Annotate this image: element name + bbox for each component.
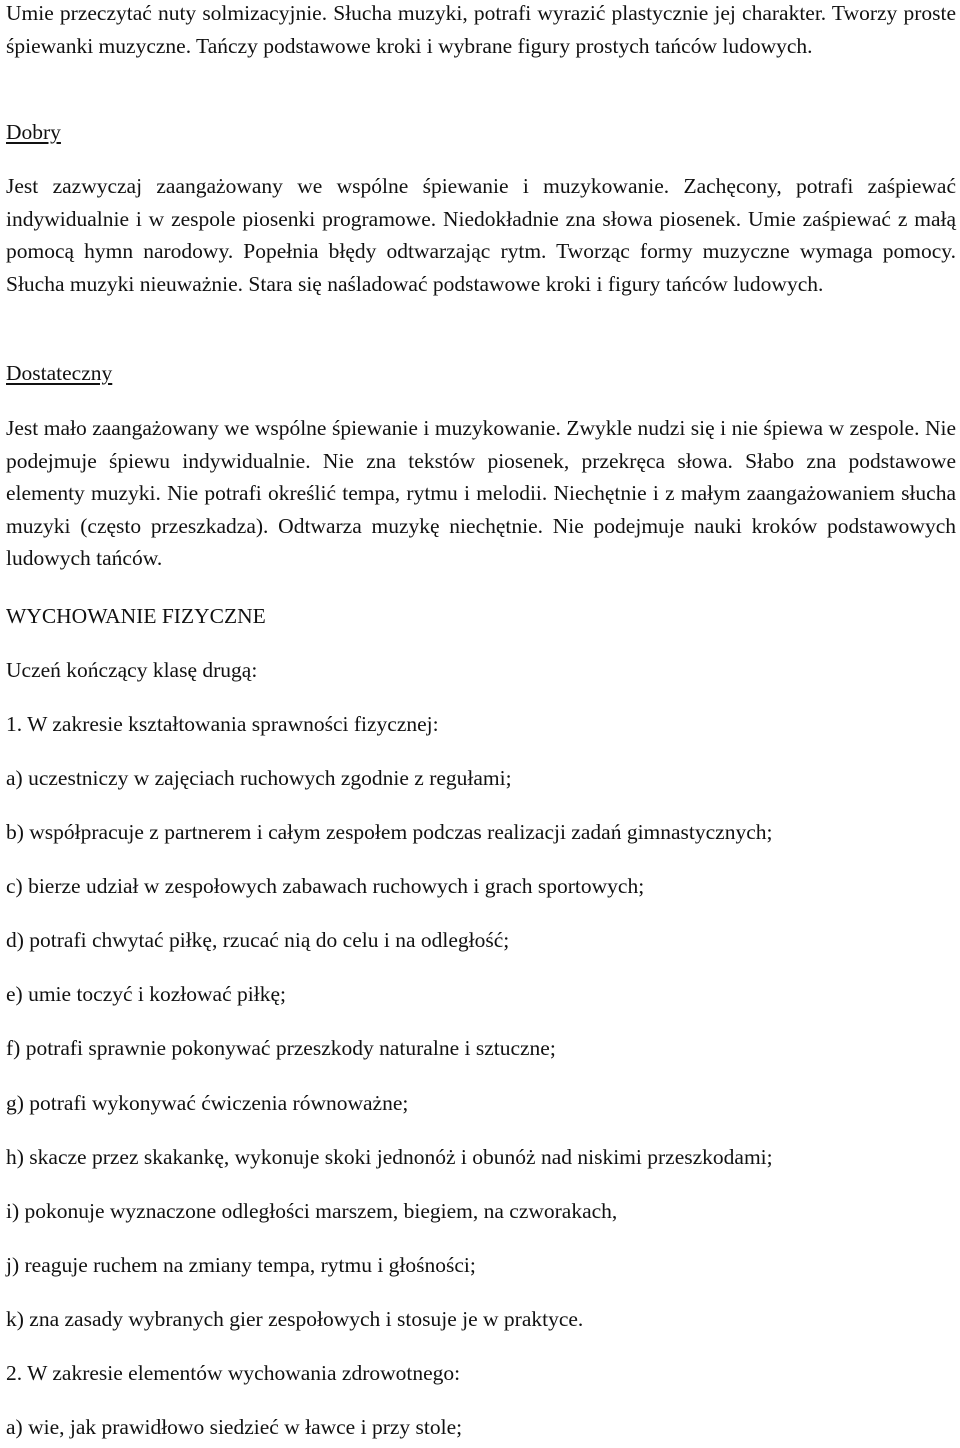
section2-heading: 2. W zakresie elementów wychowania zdrowotnego: [6,1361,461,1385]
section1-item-d: d) potrafi chwytać piłkę, rzucać nią do celu i na odległość; [6,928,510,952]
section1-item-h: h) skacze przez skakankę, wykonuje skoki jednonóż i obunóż nad niskimi przeszkodami; [6,1145,773,1169]
grade-sufficient-heading: Dostateczny [6,361,113,385]
section1-item-f: f) potrafi sprawnie pokonywać przeszkody naturalne i sztuczne; [6,1036,556,1060]
grade-sufficient-paragraph: Jest mało zaangażowany we wspólne śpiewanie i muzykowanie. Zwykle nudzi się i nie śpiewa w zespole. Nie podejmuje śpiewu indywidualnie. Nie zna tekstów piosenek, przekręca słowa. Słabo zna podstawowe elementy muzyki. Nie potrafi określić tempa, rytmu i melodii. Niechętnie i z małym zaangażowaniem słucha muzyki (często przeszkadza). Odtwarza muzykę niechętnie. Nie podejmuje nauki kroków podstawowych ludowych tańców. [6,416,956,570]
section1-item-i: i) pokonuje wyznaczone odległości marszem, biegiem, na czworakach, [6,1199,618,1223]
section1-item-g: g) potrafi wykonywać ćwiczenia równoważne; [6,1091,409,1115]
section1-item-j: j) reaguje ruchem na zmiany tempa, rytmu i głośności; [6,1253,476,1277]
section1-heading: 1. W zakresie kształtowania sprawności fizycznej: [6,712,439,736]
section1-item-b: b) współpracuje z partnerem i całym zespołem podczas realizacji zadań gimnastycznych; [6,820,773,844]
section1-item-e: e) umie toczyć i kozłować piłkę; [6,982,286,1006]
section1-item-c: c) bierze udział w zespołowych zabawach ruchowych i grach sportowych; [6,874,645,898]
pe-heading: WYCHOWANIE FIZYCZNE [6,604,266,628]
pe-intro: Uczeń kończący klasę drugą: [6,658,258,682]
section1-item-a: a) uczestniczy w zajęciach ruchowych zgodnie z regułami; [6,766,512,790]
grade-good-paragraph: Jest zazwyczaj zaangażowany we wspólne śpiewanie i muzykowanie. Zachęcony, potrafi zaśpiewać indywidualnie i w zespole piosenki programowe. Niedokładnie zna słowa piosenek. Umie zaśpiewać z małą pomocą hymn narodowy. Popełnia błędy odtwarzając rytm. Tworząc formy muzyczne wymaga pomocy. Słucha muzyki nieuważnie. Stara się naśladować podstawowe kroki i figury tańców ludowych. [6,174,956,296]
grade-good-heading: Dobry [6,120,61,144]
section1-item-k: k) zna zasady wybranych gier zespołowych i stosuje je w praktyce. [6,1307,584,1331]
section2-item-a: a) wie, jak prawidłowo siedzieć w ławce i przy stole; [6,1415,463,1439]
intro-paragraph: Umie przeczytać nuty solmizacyjnie. Słucha muzyki, potrafi wyrazić plastycznie jej charakter. Tworzy proste śpiewanki muzyczne. Tańczy podstawowe kroki i wybrane figury prostych tańców ludowych. [6,1,956,58]
